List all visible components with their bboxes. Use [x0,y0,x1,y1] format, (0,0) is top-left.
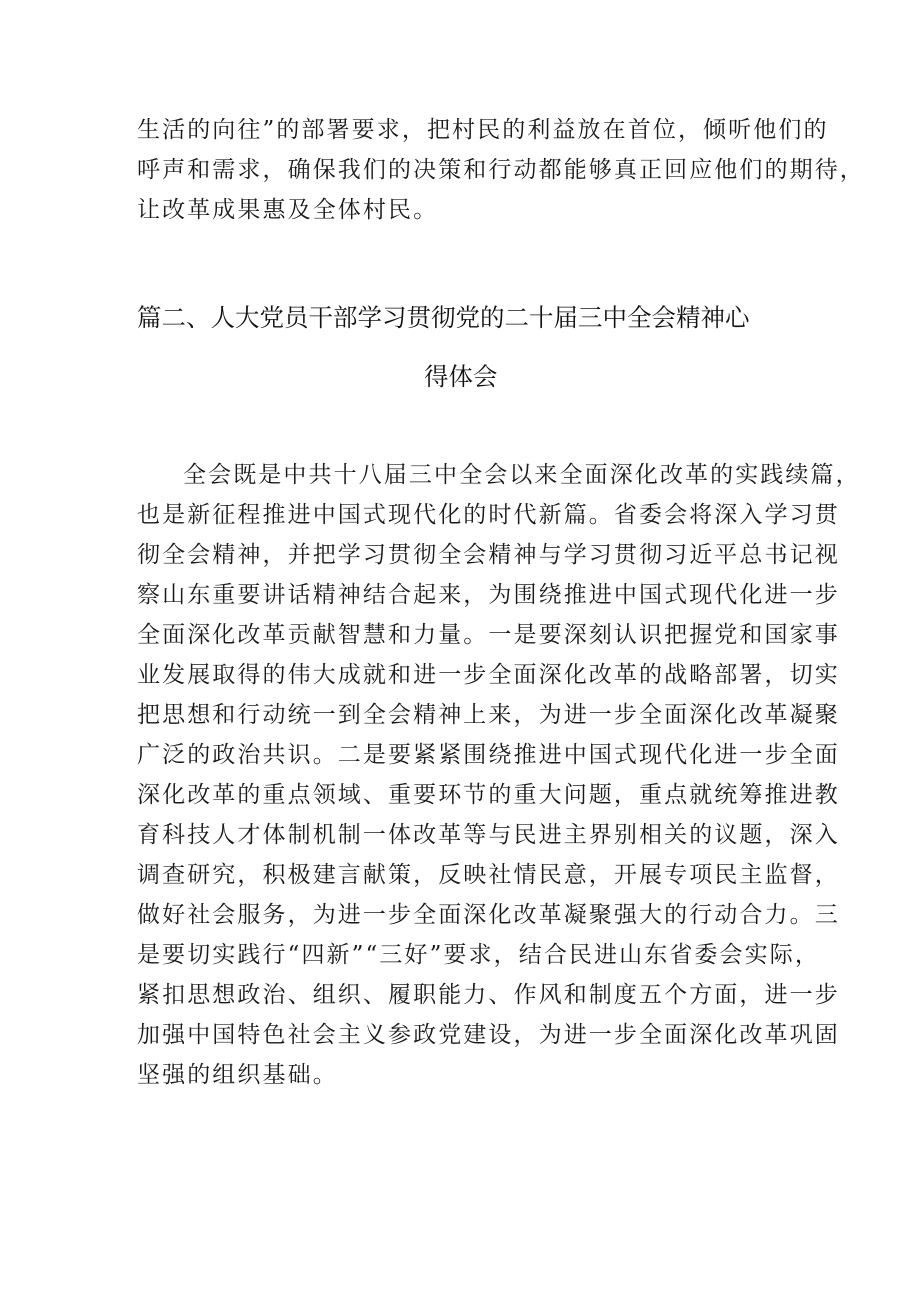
paragraph-line: 彻全会精神，并把学习贯彻全会精神与学习贯彻习近平总书记视 [137,542,840,568]
paragraph-line: 紧扣思想政治、组织、履职能力、作风和制度五个方面，进一步 [137,982,840,1008]
paragraph-line: 全会既是中共十八届三中全会以来全面深化改革的实践续篇， [183,462,861,488]
paragraph-line: 把思想和行动统一到全会精神上来，为进一步全面深化改革凝聚 [137,702,840,728]
paragraph-line: 察山东重要讲话精神结合起来，为围绕推进中国式现代化进一步 [137,582,840,608]
paragraph-line: 深化改革的重点领域、重要环节的重大问题，重点就统筹推进教 [137,782,840,808]
paragraph-line: 是要切实践行“四新”“三好”要求，结合民进山东省委会实际， [137,942,820,968]
paragraph-line: 让改革成果惠及全体村民。 [137,197,439,223]
paragraph-line: 生活的向往”的部署要求，把村民的利益放在首位，倾听他们的 [137,117,829,143]
paragraph-line: 做好社会服务，为进一步全面深化改革凝聚强大的行动合力。三 [137,902,840,928]
paragraph-line: 育科技人才体制机制一体改革等与民进主界别相关的议题，深入 [137,822,840,848]
section-heading-line-1: 篇二、人大党员干部学习贯彻党的二十届三中全会精神心 [137,303,750,332]
paragraph-line: 调查研究，积极建言献策，反映社情民意，开展专项民主监督， [137,862,840,888]
paragraph-line: 坚强的组织基础。 [137,1062,338,1088]
paragraph-line: 也是新征程推进中国式现代化的时代新篇。省委会将深入学习贯 [137,502,840,528]
paragraph-line: 广泛的政治共识。二是要紧紧围绕推进中国式现代化进一步全面 [137,742,840,768]
paragraph-line: 加强中国特色社会主义参政党建设，为进一步全面深化改革巩固 [137,1022,840,1048]
section-heading-line-2: 得体会 [424,362,498,391]
paragraph-line: 全面深化改革贡献智慧和力量。一是要深刻认识把握党和国家事 [137,622,840,648]
paragraph-line: 业发展取得的伟大成就和进一步全面深化改革的战略部署，切实 [137,662,840,688]
paragraph-line: 呼声和需求，确保我们的决策和行动都能够真正回应他们的期待， [137,157,865,183]
